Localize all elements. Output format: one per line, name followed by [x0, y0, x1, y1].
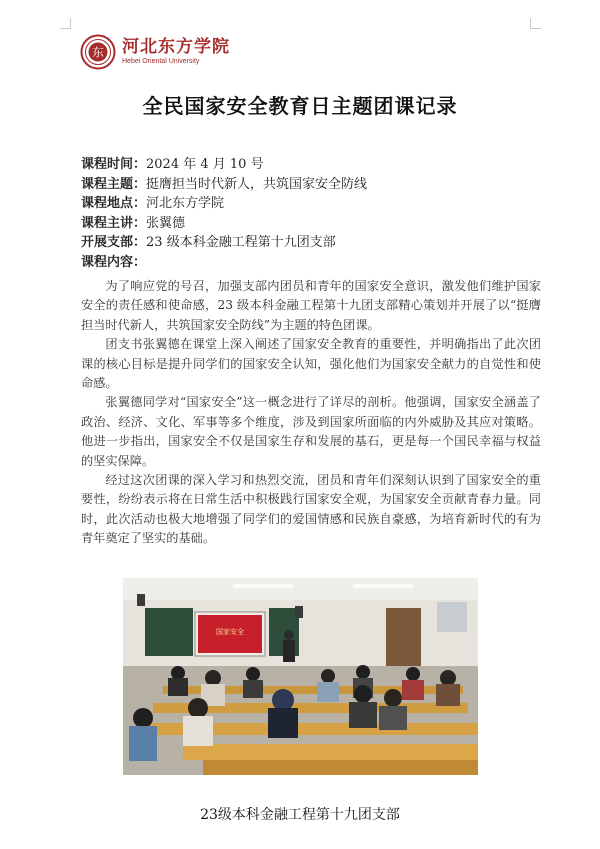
content-paragraph: 团支书张翼德在课堂上深入阐述了国家安全教育的重要性，并明确指出了此次团课的核心目标是提升同学们的国家安全认知，强化他们为国家安全献力的自觉性和使命感。 — [81, 337, 541, 391]
logo-text — [122, 38, 230, 66]
meta-row-theme — [81, 175, 541, 195]
course-content — [81, 277, 541, 549]
crop-mark-top-left — [60, 18, 71, 29]
meta-value: 23 级本科金融工程第十九团支部 — [146, 235, 336, 250]
meta-value: 张翼德 — [146, 215, 186, 231]
crop-mark-top-right — [530, 18, 541, 29]
meta-label: 课程主题： — [81, 176, 147, 192]
meta-value: 挺膺担当时代新人，共筑国家安全防线 — [146, 176, 368, 192]
meta-row-location — [81, 194, 541, 214]
university-logo — [80, 32, 230, 72]
meta-row-time — [81, 155, 541, 175]
meta-label: 课程地点： — [81, 196, 147, 211]
content-paragraph: 为了响应党的号召，加强支部内团员和青年的国家安全意识，激发他们维护国家安全的责任感和使命感，23 级本科金融工程第十九团支部精心策划并开展了以“挺膺担当时代新人，共筑国家安全防线”为主题的特色团课。 — [81, 279, 541, 332]
classroom-scene — [123, 578, 478, 775]
meta-row-branch — [81, 233, 541, 253]
meta-value: 河北东方学院 — [146, 196, 225, 211]
meta-label: 开展支部： — [81, 235, 147, 250]
content-paragraph: 经过这次团课的深入学习和热烈交流，团员和青年们深刻认识到了国家安全的重要性，纷纷表示将在日常生活中积极践行国家安全观，为国家安全贡献青春力量。同时，此次活动也极大地增强了同学们的爱国情感和民族自豪感，为培育新时代的有为青年奠定了坚实的基础。 — [81, 473, 541, 546]
course-meta — [81, 155, 541, 272]
screen-text: 国家安全 — [216, 628, 244, 636]
meta-row-lecturer — [81, 214, 541, 234]
meta-label: 课程时间： — [81, 157, 147, 172]
meta-row-content — [81, 253, 541, 273]
university-name-cn: 河北东方学院 — [122, 37, 230, 57]
meta-label: 课程内容： — [81, 254, 147, 270]
meta-label: 课程主讲： — [81, 215, 147, 231]
meta-value: 2024 年 4 月 10 号 — [146, 157, 264, 172]
university-seal-icon — [80, 34, 116, 70]
university-name-en: Hebei Oriental University — [122, 58, 200, 65]
photo-caption: 23级本科金融工程第十九团支部 — [200, 807, 400, 823]
document-title: 全民国家安全教育日主题团课记录 — [142, 94, 458, 118]
seal-text: 东 — [91, 45, 105, 60]
content-paragraph: 张翼德同学对“国家安全”这一概念进行了详尽的剖析。他强调，国家安全涵盖了政治、经济、文化、军事等多个维度，涉及到国家所面临的内外威胁及其应对策略。他进一步指出，国家安全不仅是国家生存和发展的基石，更是每一个国民幸福与权益的坚实保障。 — [81, 395, 541, 468]
classroom-photo — [123, 578, 478, 775]
